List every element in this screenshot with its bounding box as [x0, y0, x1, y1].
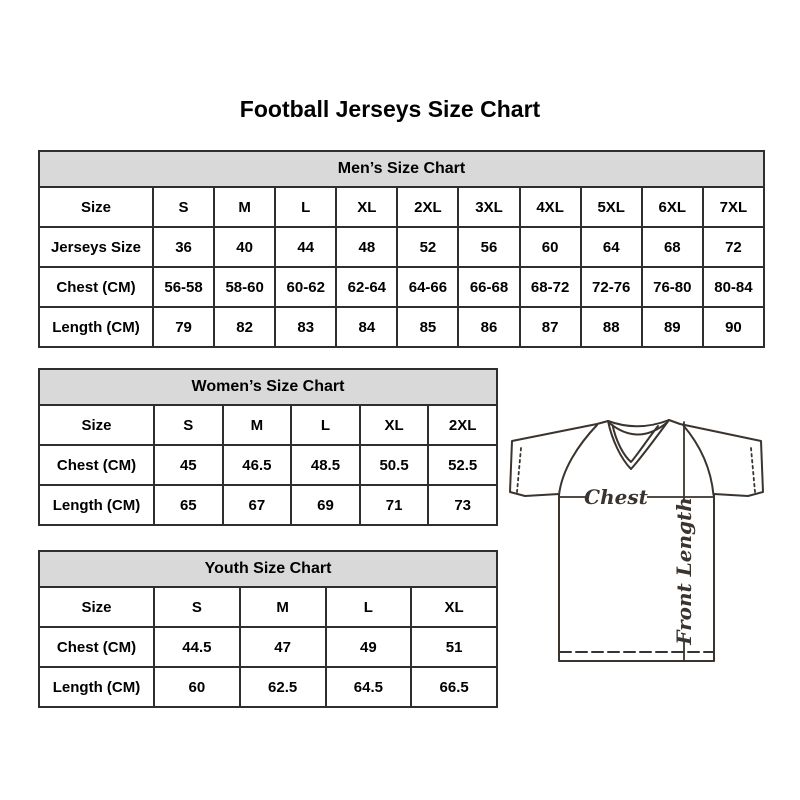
value-cell: 62.5 — [240, 667, 326, 707]
table-title-row — [39, 369, 497, 405]
value-cell: 88 — [581, 307, 642, 347]
size-col-header: M — [223, 405, 292, 445]
value-cell: 64.5 — [326, 667, 412, 707]
mens-size-table — [38, 150, 765, 348]
value-cell: 68-72 — [520, 267, 581, 307]
value-cell: 85 — [397, 307, 458, 347]
value-cell: 82 — [214, 307, 275, 347]
measurement-row — [39, 445, 497, 485]
value-cell: 68 — [642, 227, 703, 267]
row-label: Chest (CM) — [39, 627, 154, 667]
size-col-header: S — [153, 187, 214, 227]
row-label: Chest (CM) — [39, 267, 153, 307]
value-cell: 73 — [428, 485, 497, 525]
value-cell: 56-58 — [153, 267, 214, 307]
value-cell: 65 — [154, 485, 223, 525]
chest-measure-label: Chest — [584, 485, 648, 509]
value-cell: 47 — [240, 627, 326, 667]
measurement-row — [39, 627, 497, 667]
value-cell: 72 — [703, 227, 764, 267]
value-cell: 51 — [411, 627, 497, 667]
value-cell: 56 — [458, 227, 519, 267]
value-cell: 52 — [397, 227, 458, 267]
value-cell: 60 — [520, 227, 581, 267]
size-col-header: XL — [411, 587, 497, 627]
womens-size-table — [38, 368, 498, 526]
front-length-measure-label: Front Length — [672, 497, 696, 645]
value-cell: 69 — [291, 485, 360, 525]
value-cell: 76-80 — [642, 267, 703, 307]
value-cell: 60 — [154, 667, 240, 707]
value-cell: 46.5 — [223, 445, 292, 485]
measurement-row — [39, 307, 764, 347]
value-cell: 58-60 — [214, 267, 275, 307]
value-cell: 83 — [275, 307, 336, 347]
value-cell: 36 — [153, 227, 214, 267]
jersey-measurement-diagram — [499, 399, 781, 681]
table-title: Women’s Size Chart — [39, 369, 497, 405]
right-cuff-stitch-line — [751, 448, 755, 492]
value-cell: 52.5 — [428, 445, 497, 485]
right-armhole-line — [683, 425, 714, 495]
size-header-row — [39, 405, 497, 445]
size-col-header: S — [154, 405, 223, 445]
value-cell: 64-66 — [397, 267, 458, 307]
collar-back-line — [608, 420, 669, 426]
value-cell: 87 — [520, 307, 581, 347]
size-col-header: 7XL — [703, 187, 764, 227]
value-cell: 72-76 — [581, 267, 642, 307]
size-col-header: 2XL — [428, 405, 497, 445]
row-label: Length (CM) — [39, 667, 154, 707]
row-label: Jerseys Size — [39, 227, 153, 267]
value-cell: 44 — [275, 227, 336, 267]
value-cell: 86 — [458, 307, 519, 347]
value-cell: 79 — [153, 307, 214, 347]
value-cell: 44.5 — [154, 627, 240, 667]
left-cuff-stitch-line — [517, 448, 521, 492]
size-header-row — [39, 187, 764, 227]
value-cell: 62-64 — [336, 267, 397, 307]
value-cell: 66-68 — [458, 267, 519, 307]
value-cell: 48 — [336, 227, 397, 267]
table-title-row — [39, 551, 497, 587]
size-col-header: XL — [360, 405, 429, 445]
value-cell: 84 — [336, 307, 397, 347]
row-label: Length (CM) — [39, 485, 154, 525]
size-col-header: L — [326, 587, 412, 627]
size-col-header: S — [154, 587, 240, 627]
row-label: Length (CM) — [39, 307, 153, 347]
value-cell: 40 — [214, 227, 275, 267]
value-cell: 67 — [223, 485, 292, 525]
size-col-header: L — [275, 187, 336, 227]
row-label: Size — [39, 187, 153, 227]
size-col-header: 4XL — [520, 187, 581, 227]
value-cell: 89 — [642, 307, 703, 347]
size-col-header: M — [240, 587, 326, 627]
table-title: Youth Size Chart — [39, 551, 497, 587]
size-col-header: 2XL — [397, 187, 458, 227]
size-col-header: L — [291, 405, 360, 445]
value-cell: 48.5 — [291, 445, 360, 485]
value-cell: 49 — [326, 627, 412, 667]
size-col-header: M — [214, 187, 275, 227]
size-header-row — [39, 587, 497, 627]
value-cell: 90 — [703, 307, 764, 347]
size-col-header: 5XL — [581, 187, 642, 227]
value-cell: 45 — [154, 445, 223, 485]
size-col-header: 3XL — [458, 187, 519, 227]
value-cell: 60-62 — [275, 267, 336, 307]
value-cell: 80-84 — [703, 267, 764, 307]
measurement-row — [39, 667, 497, 707]
row-label: Chest (CM) — [39, 445, 154, 485]
size-col-header: 6XL — [642, 187, 703, 227]
value-cell: 66.5 — [411, 667, 497, 707]
measurement-row — [39, 267, 764, 307]
youth-size-table — [38, 550, 498, 708]
value-cell: 71 — [360, 485, 429, 525]
size-col-header: XL — [336, 187, 397, 227]
value-cell: 64 — [581, 227, 642, 267]
measurement-row — [39, 227, 764, 267]
row-label: Size — [39, 405, 154, 445]
table-title: Men’s Size Chart — [39, 151, 764, 187]
measurement-row — [39, 485, 497, 525]
table-title-row — [39, 151, 764, 187]
value-cell: 50.5 — [360, 445, 429, 485]
row-label: Size — [39, 587, 154, 627]
page-title: Football Jerseys Size Chart — [239, 96, 541, 122]
